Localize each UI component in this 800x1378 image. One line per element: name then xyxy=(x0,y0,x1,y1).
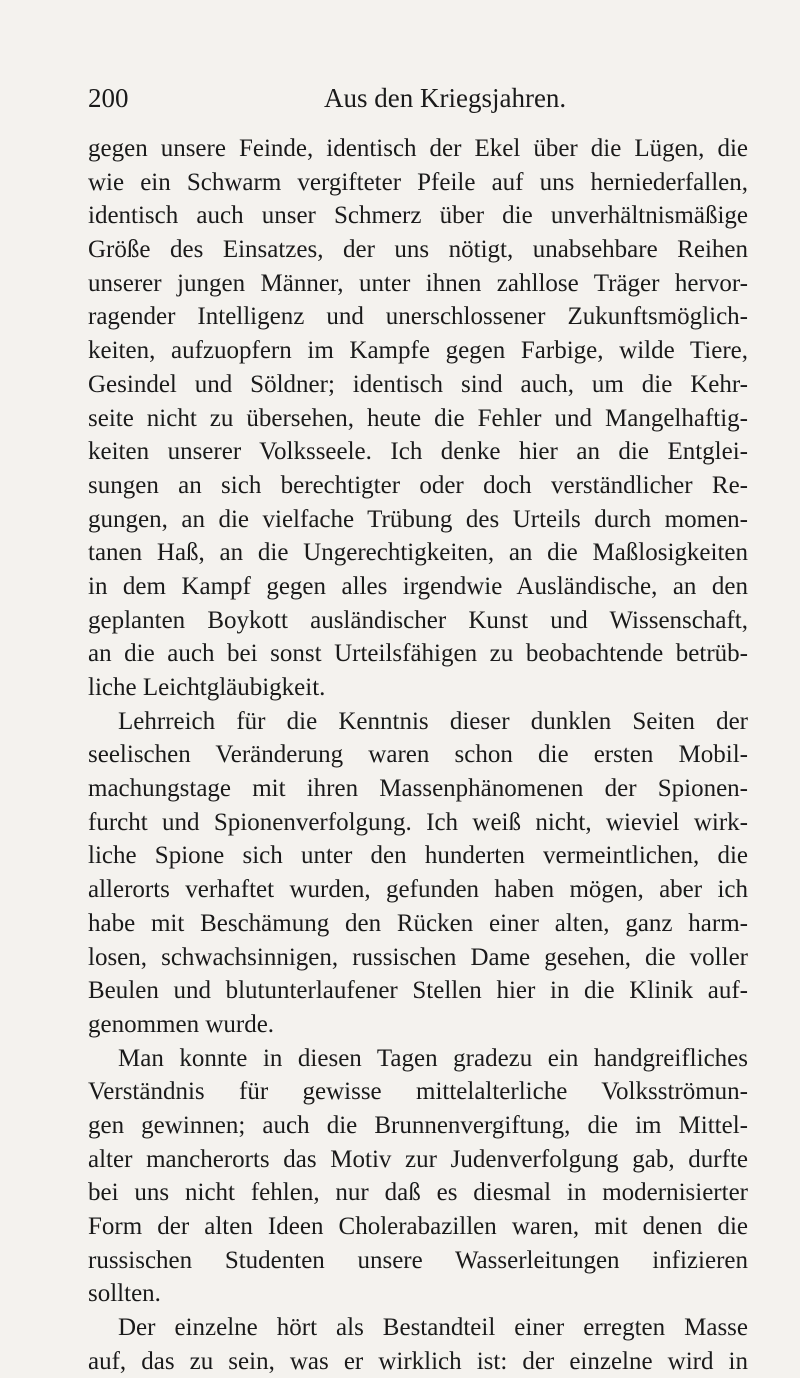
text-line: unserer jungen Männer, unter ihnen zahllose Träger hervor- xyxy=(88,269,748,297)
text-line: allerorts verhaftet wurden, gefunden haben mögen, aber ich xyxy=(88,876,748,904)
text-line: an die auch bei sonst Urteilsfähigen zu beobachtende betrüb- xyxy=(88,640,748,668)
text-line: Man konnte in diesen Tagen gradezu ein handgreifliches xyxy=(118,1044,748,1072)
text-line: gegen unsere Feinde, identisch der Ekel über die Lügen, die xyxy=(88,135,748,162)
text-line: seelischen Veränderung waren schon die ersten Mobil- xyxy=(88,741,748,769)
text-line: identisch auch unser Schmerz über die unverhältnismäßige xyxy=(88,202,748,230)
text-line: habe mit Beschämung den Rücken einer alten, ganz harm- xyxy=(88,909,748,937)
text-line: tanen Haß, an die Ungerechtigkeiten, an die Maßlosigkeiten xyxy=(88,539,748,567)
text-line: seite nicht zu übersehen, heute die Fehler und Mangelhaftig- xyxy=(88,404,748,432)
text-line: Der einzelne hört als Bestandteil einer erregten Masse xyxy=(118,1314,748,1342)
text-line: losen, schwachsinnigen, russischen Dame gesehen, die voller xyxy=(88,943,748,971)
page-header xyxy=(88,78,748,118)
text-line: sungen an sich berechtigter oder doch verständlicher Re- xyxy=(88,471,748,499)
text-line: liche Leichtgläubigkeit. xyxy=(88,674,326,701)
body-text xyxy=(88,132,748,1378)
text-line: wie ein Schwarm vergifteter Pfeile auf uns herniederfallen, xyxy=(88,168,748,196)
text-line: Beulen und blutunterlaufener Stellen hier in die Klinik auf- xyxy=(88,977,748,1005)
text-line: ragender Intelligenz und unerschlossener Zukunftsmöglich- xyxy=(88,303,748,331)
text-line: Form der alten Ideen Cholerabazillen waren, mit denen die xyxy=(88,1213,748,1240)
page-number: 200 xyxy=(88,83,129,113)
text-line: alter mancherorts das Motiv zur Judenverfolgung gab, durfte xyxy=(88,1145,748,1173)
text-line: sollten. xyxy=(88,1280,161,1308)
text-line: bei uns nicht fehlen, nur daß es diesmal in modernisierter xyxy=(88,1179,748,1207)
text-line: Lehrreich für die Kenntnis dieser dunklen Seiten der xyxy=(118,707,748,735)
text-line: geplanten Boykott ausländischer Kunst und Wissenschaft, xyxy=(88,606,748,634)
text-line: Gesindel und Söldner; identisch sind auch, um die Kehr- xyxy=(88,370,748,398)
text-line: liche Spione sich unter den hunderten vermeintlichen, die xyxy=(88,842,748,870)
text-line: gen gewinnen; auch die Brunnenvergiftung, die im Mittel- xyxy=(88,1111,748,1139)
running-title: Aus den Kriegsjahren. xyxy=(324,83,567,113)
text-line: genommen wurde. xyxy=(88,1010,275,1038)
text-line: machungstage mit ihren Massenphänomenen der Spionen- xyxy=(88,775,748,803)
text-line: auf, das zu sein, was er wirklich ist: der einzelne wird in xyxy=(88,1347,748,1375)
text-line: russischen Studenten unsere Wasserleitungen infizieren xyxy=(88,1246,748,1274)
text-line: keiten unserer Volksseele. Ich denke hier an die Entglei- xyxy=(88,438,748,466)
text-line: Verständnis für gewisse mittelalterliche Volksströmun- xyxy=(88,1078,748,1106)
text-line: gungen, an die vielfache Trübung des Urteils durch momen- xyxy=(88,505,748,533)
text-line: keiten, aufzuopfern im Kampfe gegen Farbige, wilde Tiere, xyxy=(88,337,748,365)
text-line: furcht und Spionenverfolgung. Ich weiß nicht, wieviel wirk- xyxy=(88,808,748,836)
text-line: Größe des Einsatzes, der uns nötigt, unabsehbare Reihen xyxy=(88,236,748,264)
text-line: in dem Kampf gegen alles irgendwie Ausländische, an den xyxy=(88,572,748,600)
